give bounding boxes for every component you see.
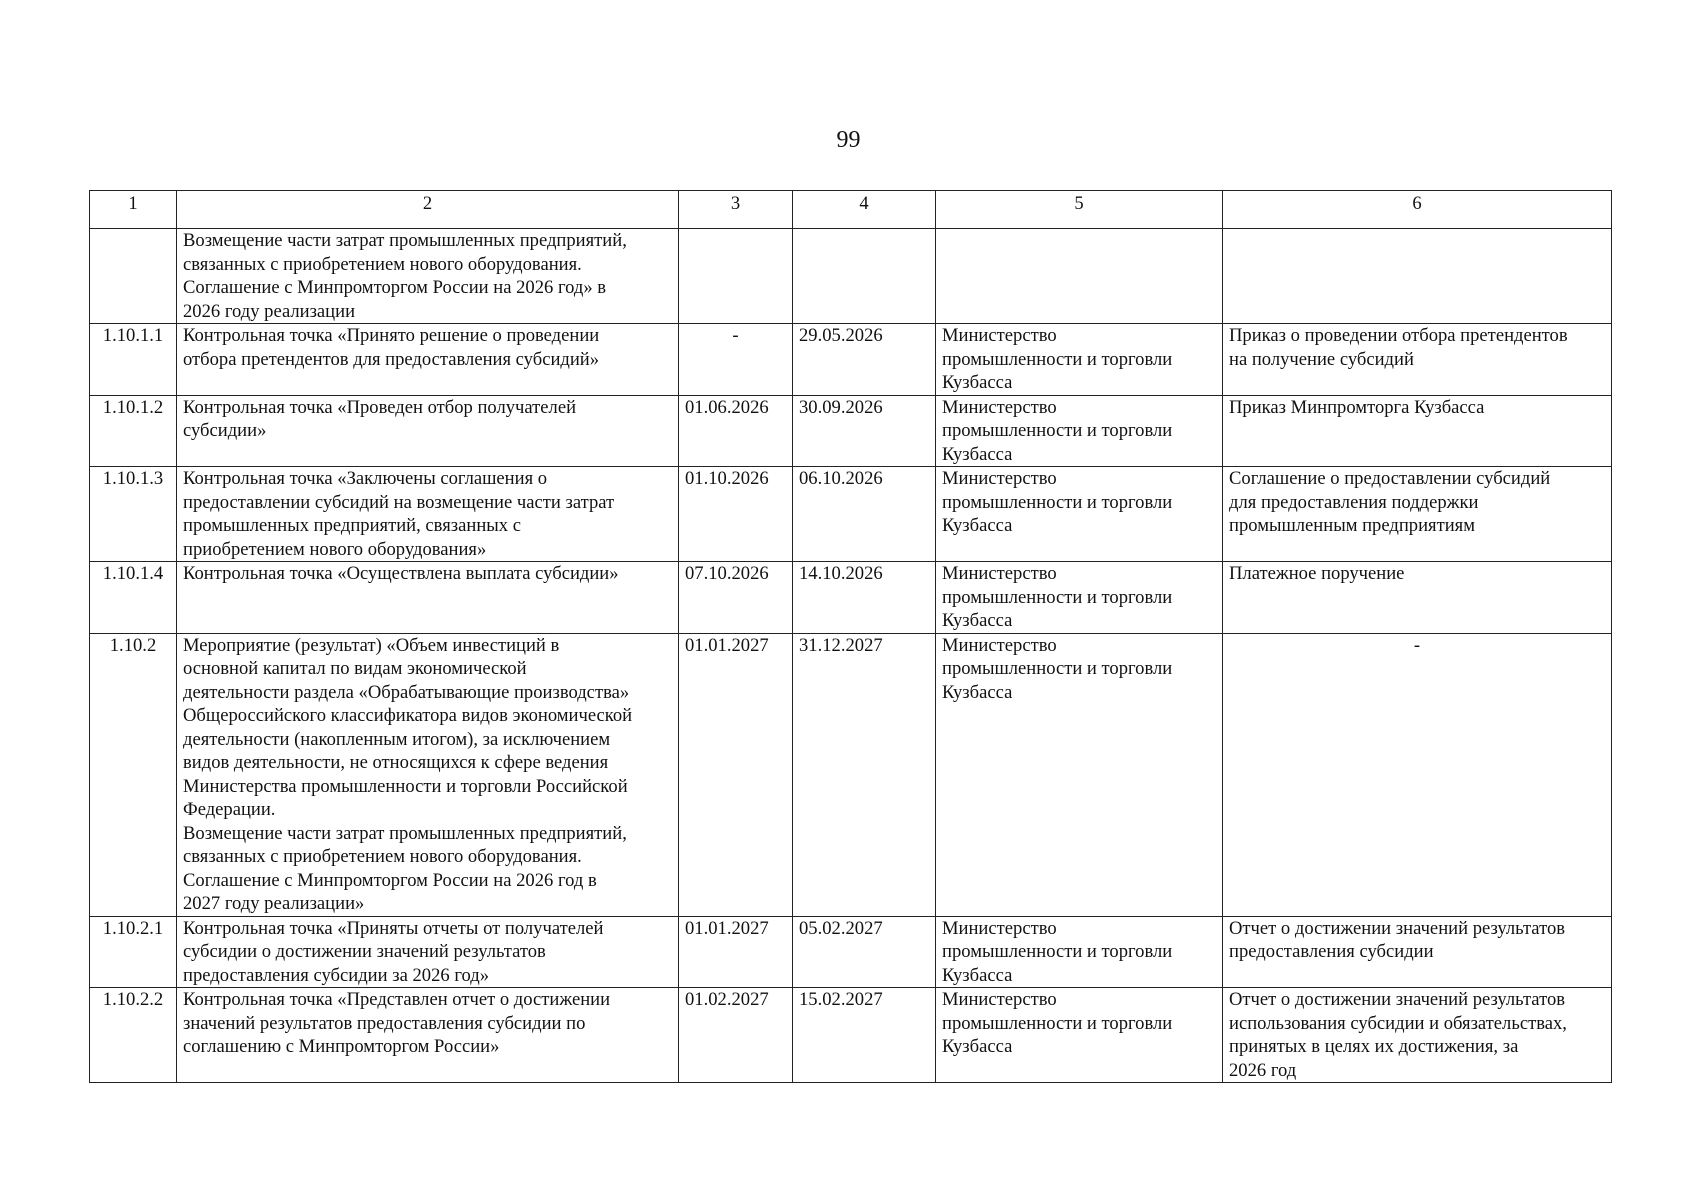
row-end-date: 30.09.2026 xyxy=(793,395,936,467)
row-document xyxy=(1223,229,1612,324)
row-start-date: 01.06.2026 xyxy=(679,395,793,467)
row-number xyxy=(90,229,177,324)
row-start-date: - xyxy=(679,324,793,396)
row-name: Мероприятие (результат) «Объем инвестиций в основной капитал по видам экономической деятельности раздела «Обрабатывающие производства» Общероссийского классификатора видов экономической деятельности (накопленным итогом), за исключением видов деятельности, не относящихся к сфере ведения Министерства промышленности и торговли Российской Федерации. Возмещение части затрат промышленных предприятий, связанных с приобретением нового оборудования. Соглашение с Минпромторгом России на 2026 год в 2027 году реализации» xyxy=(177,633,679,916)
row-document: Соглашение о предоставлении субсидий для предоставления поддержки промышленным предприятиям xyxy=(1223,467,1612,562)
row-name: Контрольная точка «Проведен отбор получателей субсидии» xyxy=(177,395,679,467)
row-end-date: 14.10.2026 xyxy=(793,562,936,634)
row-name: Контрольная точка «Представлен отчет о достижении значений результатов предоставления субсидии по соглашению с Минпромторгом России» xyxy=(177,988,679,1083)
row-end-date: 15.02.2027 xyxy=(793,988,936,1083)
table-row xyxy=(90,229,1612,324)
column-header: 6 xyxy=(1223,191,1612,229)
page-number: 99 xyxy=(836,127,861,153)
row-name: Контрольная точка «Приняты отчеты от получателей субсидии о достижении значений результатов предоставления субсидии за 2026 год» xyxy=(177,916,679,988)
column-header: 5 xyxy=(936,191,1223,229)
row-document: Платежное поручение xyxy=(1223,562,1612,634)
table-header-row xyxy=(90,191,1612,229)
table-row xyxy=(90,324,1612,396)
row-start-date: 01.02.2027 xyxy=(679,988,793,1083)
row-executor: Министерство промышленности и торговли Кузбасса xyxy=(936,395,1223,467)
row-number: 1.10.1.3 xyxy=(90,467,177,562)
row-executor: Министерство промышленности и торговли Кузбасса xyxy=(936,467,1223,562)
row-end-date: 31.12.2027 xyxy=(793,633,936,916)
row-start-date xyxy=(679,229,793,324)
table-row xyxy=(90,916,1612,988)
table-row xyxy=(90,395,1612,467)
row-start-date: 01.10.2026 xyxy=(679,467,793,562)
row-start-date: 01.01.2027 xyxy=(679,916,793,988)
plan-table xyxy=(89,190,1612,1083)
row-number: 1.10.2.1 xyxy=(90,916,177,988)
row-number: 1.10.1.4 xyxy=(90,562,177,634)
row-executor: Министерство промышленности и торговли Кузбасса xyxy=(936,324,1223,396)
row-executor: Министерство промышленности и торговли Кузбасса xyxy=(936,562,1223,634)
row-document: - xyxy=(1223,633,1612,916)
row-number: 1.10.1.1 xyxy=(90,324,177,396)
table-row xyxy=(90,633,1612,916)
table-row xyxy=(90,562,1612,634)
column-header: 2 xyxy=(177,191,679,229)
row-executor xyxy=(936,229,1223,324)
table-row xyxy=(90,467,1612,562)
column-header: 1 xyxy=(90,191,177,229)
row-executor: Министерство промышленности и торговли Кузбасса xyxy=(936,988,1223,1083)
row-executor: Министерство промышленности и торговли Кузбасса xyxy=(936,633,1223,916)
row-end-date xyxy=(793,229,936,324)
row-document: Отчет о достижении значений результатов предоставления субсидии xyxy=(1223,916,1612,988)
row-executor: Министерство промышленности и торговли Кузбасса xyxy=(936,916,1223,988)
row-name: Контрольная точка «Принято решение о проведении отбора претендентов для предоставления субсидий» xyxy=(177,324,679,396)
row-name: Контрольная точка «Заключены соглашения о предоставлении субсидий на возмещение части затрат промышленных предприятий, связанных с приобретением нового оборудования» xyxy=(177,467,679,562)
row-number: 1.10.1.2 xyxy=(90,395,177,467)
row-document: Отчет о достижении значений результатов использования субсидии и обязательствах, принятых в целях их достижения, за 2026 год xyxy=(1223,988,1612,1083)
row-number: 1.10.2.2 xyxy=(90,988,177,1083)
row-document: Приказ о проведении отбора претендентов на получение субсидий xyxy=(1223,324,1612,396)
row-start-date: 01.01.2027 xyxy=(679,633,793,916)
row-name: Контрольная точка «Осуществлена выплата субсидии» xyxy=(177,562,679,634)
row-document: Приказ Минпромторга Кузбасса xyxy=(1223,395,1612,467)
column-header: 3 xyxy=(679,191,793,229)
row-start-date: 07.10.2026 xyxy=(679,562,793,634)
column-header: 4 xyxy=(793,191,936,229)
row-end-date: 05.02.2027 xyxy=(793,916,936,988)
row-number: 1.10.2 xyxy=(90,633,177,916)
table-row xyxy=(90,988,1612,1083)
row-end-date: 29.05.2026 xyxy=(793,324,936,396)
row-end-date: 06.10.2026 xyxy=(793,467,936,562)
row-name: Возмещение части затрат промышленных предприятий, связанных с приобретением нового оборудования. Соглашение с Минпромторгом России на 2026 год» в 2026 году реализации xyxy=(177,229,679,324)
